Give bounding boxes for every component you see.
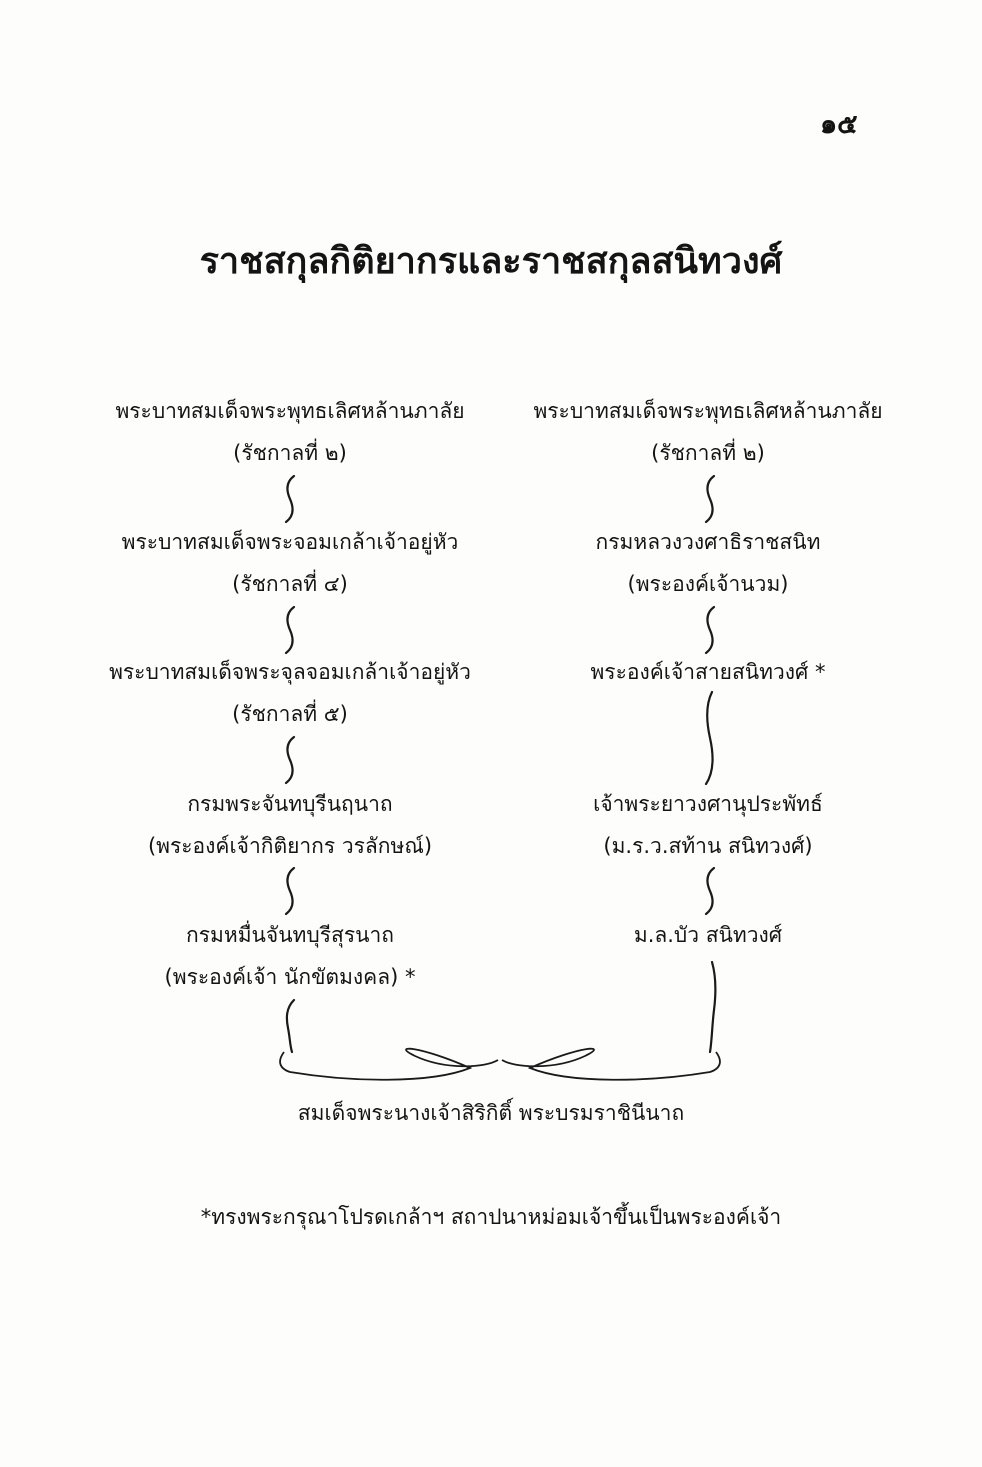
left-node-chanthaburi: [90, 783, 490, 867]
left-node-rama2: [90, 390, 490, 474]
left-node-chanthaburi-suranat-title: กรมหมื่นจันทบุรีสุรนาถ: [186, 923, 394, 947]
right-node-saisanitwong-name: พระองค์เจ้าสายสนิทวงศ์ *: [590, 660, 826, 684]
right-connector-3: [690, 690, 730, 786]
right-node-wongsathirat: [508, 521, 908, 605]
right-connector-4: [690, 866, 730, 916]
page-number: ๑๕: [820, 109, 858, 140]
right-node-rama2-reign: (รัชกาลที่ ๒): [651, 441, 765, 465]
page-title: ราชสกุลกิติยากรและราชสกุลสนิทวงศ์: [199, 241, 783, 282]
right-node-wongsathirat-name: (พระองค์เจ้านวม): [627, 572, 789, 596]
left-node-rama5: [90, 651, 490, 735]
left-node-chanthaburi-suranat-name: (พระองค์เจ้า นักขัตมงคล) *: [164, 965, 416, 989]
left-node-chanthaburi-name: (พระองค์เจ้ากิติยากร วรลักษณ์): [147, 834, 433, 858]
right-connector-2: [690, 605, 730, 655]
left-connector-4: [270, 866, 310, 916]
right-node-saisanitwong: [508, 651, 908, 693]
right-connector-1: [690, 474, 730, 524]
right-node-bua: [508, 914, 908, 956]
left-node-rama4-reign: (รัชกาลที่ ๔): [232, 572, 348, 596]
descendant-node: สมเด็จพระนางเจ้าสิริกิติ์ พระบรมราชินีนาถ: [297, 1101, 685, 1125]
left-connector-2: [270, 605, 310, 655]
left-node-rama4-name: พระบาทสมเด็จพระจอมเกล้าเจ้าอยู่หัว: [121, 530, 459, 554]
left-node-chanthaburi-title: กรมพระจันทบุรีนฤนาถ: [187, 792, 393, 816]
right-node-wongsanupraphat: [508, 783, 908, 867]
right-node-rama2: [508, 390, 908, 474]
left-node-rama2-name: พระบาทสมเด็จพระพุทธเลิศหล้านภาลัย: [115, 399, 465, 423]
left-node-rama4: [90, 521, 490, 605]
left-node-rama2-reign: (รัชกาลที่ ๒): [233, 441, 347, 465]
left-connector-1: [270, 474, 310, 524]
right-node-bua-name: ม.ล.บัว สนิทวงศ์: [633, 923, 783, 947]
footnote: *ทรงพระกรุณาโปรดเกล้าฯ สถาปนาหม่อมเจ้าขึ้นเป็นพระองค์เจ้า: [200, 1205, 782, 1229]
right-node-wongsathirat-title: กรมหลวงวงศาธิราชสนิท: [595, 530, 821, 554]
left-connector-3: [270, 735, 310, 785]
right-node-rama2-name: พระบาทสมเด็จพระพุทธเลิศหล้านภาลัย: [533, 399, 883, 423]
right-node-wongsanupraphat-title: เจ้าพระยาวงศานุประพัทธ์: [593, 792, 823, 816]
left-node-rama5-name: พระบาทสมเด็จพระจุลจอมเกล้าเจ้าอยู่หัว: [109, 660, 471, 684]
left-node-rama5-reign: (รัชกาลที่ ๕): [232, 702, 348, 726]
join-flourish: [270, 1038, 730, 1088]
right-node-wongsanupraphat-name: (ม.ร.ว.สท้าน สนิทวงศ์): [603, 834, 813, 858]
left-node-chanthaburi-suranat: [90, 914, 490, 998]
